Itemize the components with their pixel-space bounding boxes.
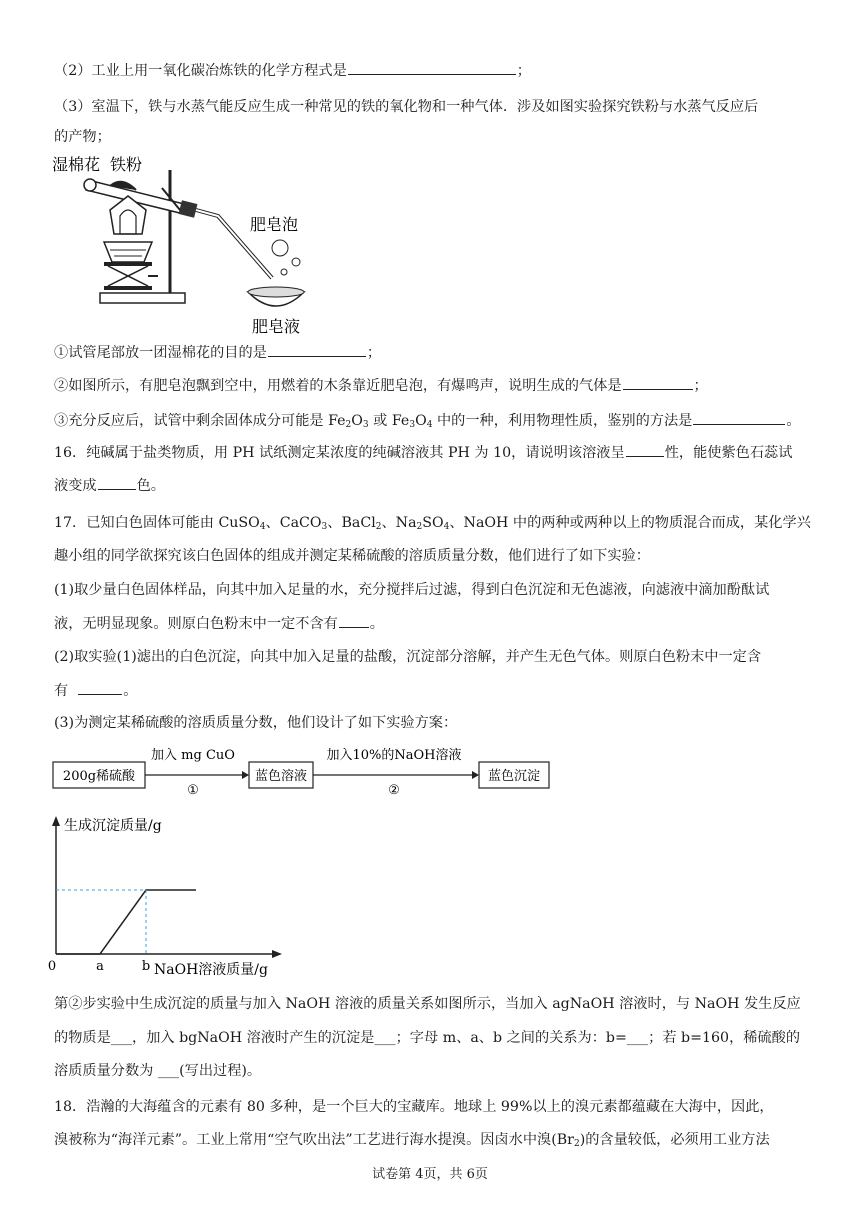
flow-box-acid-label: 200g稀硫酸 — [62, 769, 136, 784]
q15-sub3-end: 。 — [786, 413, 801, 429]
label-soap-bubble: 肥皂泡 — [250, 215, 299, 234]
answer-blank[interactable] — [98, 475, 136, 490]
q15-sub3-mid3: O — [415, 413, 427, 429]
label-wet-cotton: 湿棉花 — [52, 155, 101, 174]
answer-blank[interactable] — [693, 410, 785, 425]
q17-intro1-a: 17．已知白色固体可能由 CuSO — [54, 515, 260, 531]
flow-step-1: ① — [187, 783, 199, 798]
alcohol-lamp — [104, 196, 152, 262]
q15-part2-text: （2）工业上用一氧化碳冶炼铁的化学方程式是 — [54, 63, 347, 79]
y-axis-label: 生成沉淀质量/g — [64, 818, 162, 834]
x-axis-label: NaOH溶液质量/g — [154, 962, 268, 978]
q17-intro-line1: 17．已知白色固体可能由 CuSO$_4$、CaCO$_3$、BaCl$_2$、$Na_2SO_4$、NaOH 中的两种或两种以上的物质混合而成，某化学兴 — [54, 515, 811, 532]
q17-intro1-e: SO — [422, 515, 444, 531]
q17-question-line2: 的物质是___，加入 bgNaOH 溶液时产生的沉淀是___；字母 m、a、b 之间的关系为：b=___；若 b=160，稀硫酸的 — [54, 1030, 801, 1046]
q15-sub2 — [54, 375, 708, 396]
q17-intro1-b: 、CaCO — [265, 515, 322, 531]
label-soap-liquid: 肥皂液 — [252, 317, 301, 336]
q17-question-line3: 溶质质量分数为 ___(写出过程)。 — [54, 1063, 262, 1079]
q17-intro-line2: 趣小组的同学欲探究该白色固体的组成并测定某稀硫酸的溶质质量分数，他们进行了如下实验： — [54, 548, 650, 564]
flow-box-blue-precipitate-label: 蓝色沉淀 — [487, 769, 541, 784]
flow-arrow-1-label: 加入 mg CuO — [151, 748, 235, 763]
q17-intro1-d: 、Na — [381, 515, 417, 531]
q17-s2-line2-text: 有 — [54, 683, 69, 699]
label-iron-powder: 铁粉 — [110, 155, 143, 174]
q17-intro1-f: 、NaOH 中的两种或两种以上的物质混合而成，某化学兴 — [449, 515, 811, 531]
q18-line2: 溴被称为“海洋元素”。工业上常用“空气吹出法”工艺进行海水提溴。因卤水中溴$(Br_2)$的含量较低，必须用工业方法 — [54, 1132, 770, 1149]
q15-sub3-mid1: O — [351, 413, 363, 429]
q15-part3-line1: （3）室温下，铁与水蒸气能反应生成一种常见的铁的氧化物和一种气体．涉及如图实验探究铁粉与水蒸气反应后 — [54, 99, 759, 115]
lab-jack — [104, 262, 158, 290]
bubble-tiny — [281, 269, 287, 275]
stand-base — [100, 293, 185, 303]
answer-blank[interactable] — [626, 442, 664, 457]
q15-part2-end: ； — [516, 63, 531, 79]
q17-question-line1: 第②步实验中生成沉淀的质量与加入 NaOH 溶液的质量关系如图所示，当加入 agNaOH 溶液时，与 NaOH 发生反应 — [54, 996, 801, 1012]
q15-sub1-text: ①试管尾部放一团湿棉花的目的是 — [54, 345, 267, 361]
q15-sub3-post: 中的一种，利用物理性质，鉴别的方法是 — [432, 413, 693, 429]
q17-s2-line2 — [54, 680, 137, 701]
answer-blank[interactable] — [348, 60, 516, 75]
q15-sub1-end: ； — [366, 345, 382, 361]
bubble-large — [272, 240, 288, 256]
apparatus-figure — [52, 150, 312, 340]
precipitate-chart — [40, 812, 300, 982]
q15-sub2-text: ②如图所示，有肥皂泡飘到空中，用燃着的木条靠近肥皂泡，有爆鸣声，说明生成的气体是 — [54, 378, 622, 394]
q16-line2-end: 色。 — [136, 478, 165, 494]
q16-line1-text: 16．纯碱属于盐类物质，用 PH 试纸测定某浓度的纯碱溶液其 PH 为 10，请说明该溶液呈 — [54, 445, 625, 461]
flow-box-blue-solution-label: 蓝色溶液 — [254, 769, 308, 784]
q15-sub3: ③充分反应后，试管中剩余固体成分可能是 $Fe_2O_3$ 或 $Fe_3O_4$ 中的一种，利用物理性质，鉴别的方法是 。 — [54, 410, 801, 435]
bubble-small — [292, 258, 300, 266]
q15-part3-line2: 的产物； — [54, 129, 111, 145]
page-footer: 试卷第 4页，共 6页 — [372, 1167, 488, 1182]
answer-blank[interactable] — [623, 375, 693, 390]
q18-line2-text: 溴被称为“海洋元素”。工业上常用“空气吹出法”工艺进行海水提溴。因卤水中溴(Br — [54, 1132, 574, 1148]
q17-s1-end: 。 — [369, 616, 384, 632]
q17-s2-end: 。 — [123, 683, 138, 699]
flow-step-2: ② — [388, 783, 400, 798]
answer-blank[interactable] — [78, 680, 122, 695]
q17-s3: (3)为测定某稀硫酸的溶质质量分数，他们设计了如下实验方案： — [54, 715, 458, 731]
q17-s2-line1: (2)取实验(1)滤出的白色沉淀，向其中加入足量的盐酸，沉淀部分溶解，并产生无色气体。则原白色粉末中一定含 — [54, 649, 762, 665]
q18-line2-end: )的含量较低，必须用工业方法 — [579, 1132, 770, 1148]
x-tick-label-a: a — [96, 959, 104, 974]
origin-label: 0 — [47, 959, 57, 974]
series-line-0 — [56, 890, 196, 954]
answer-blank[interactable] — [268, 342, 366, 357]
q17-s1-line2 — [54, 613, 384, 634]
q17-intro1-c: 、BaCl — [327, 515, 376, 531]
flow-diagram — [52, 742, 552, 798]
flow-arrow-2-label: 加入10%的NaOH溶液 — [326, 748, 462, 763]
q16-line2 — [54, 475, 165, 496]
q15-sub3-mid2: 或 Fe — [368, 413, 410, 429]
q16-line2-text: 液变成 — [54, 478, 97, 494]
q18-line1: 18．浩瀚的大海蕴含的元素有 80 多种，是一个巨大的宝藏库。地球上 99%以上的溴元素都蕴藏在大海中，因此， — [54, 1099, 774, 1115]
x-tick-label-b: b — [141, 959, 151, 974]
q16-line1 — [54, 442, 792, 463]
x-axis-arrow — [272, 950, 282, 958]
q15-sub3-pre: ③充分反应后，试管中剩余固体成分可能是 Fe — [54, 413, 346, 429]
q17-s1-line1: (1)取少量白色固体样品，向其中加入足量的水，充分搅拌后过滤，得到白色沉淀和无色滤液，向滤液中滴加酚酞试 — [54, 582, 770, 598]
answer-blank[interactable] — [339, 613, 369, 628]
q15-part2 — [54, 60, 531, 81]
y-axis-arrow — [52, 816, 60, 826]
q15-sub1 — [54, 342, 381, 363]
q16-line1-end: 性，能使紫色石蕊试 — [664, 445, 793, 461]
q17-s1-line2-text: 液，无明显现象。则原白色粉末中一定不含有 — [54, 616, 338, 632]
q15-sub2-end: ； — [693, 378, 708, 394]
